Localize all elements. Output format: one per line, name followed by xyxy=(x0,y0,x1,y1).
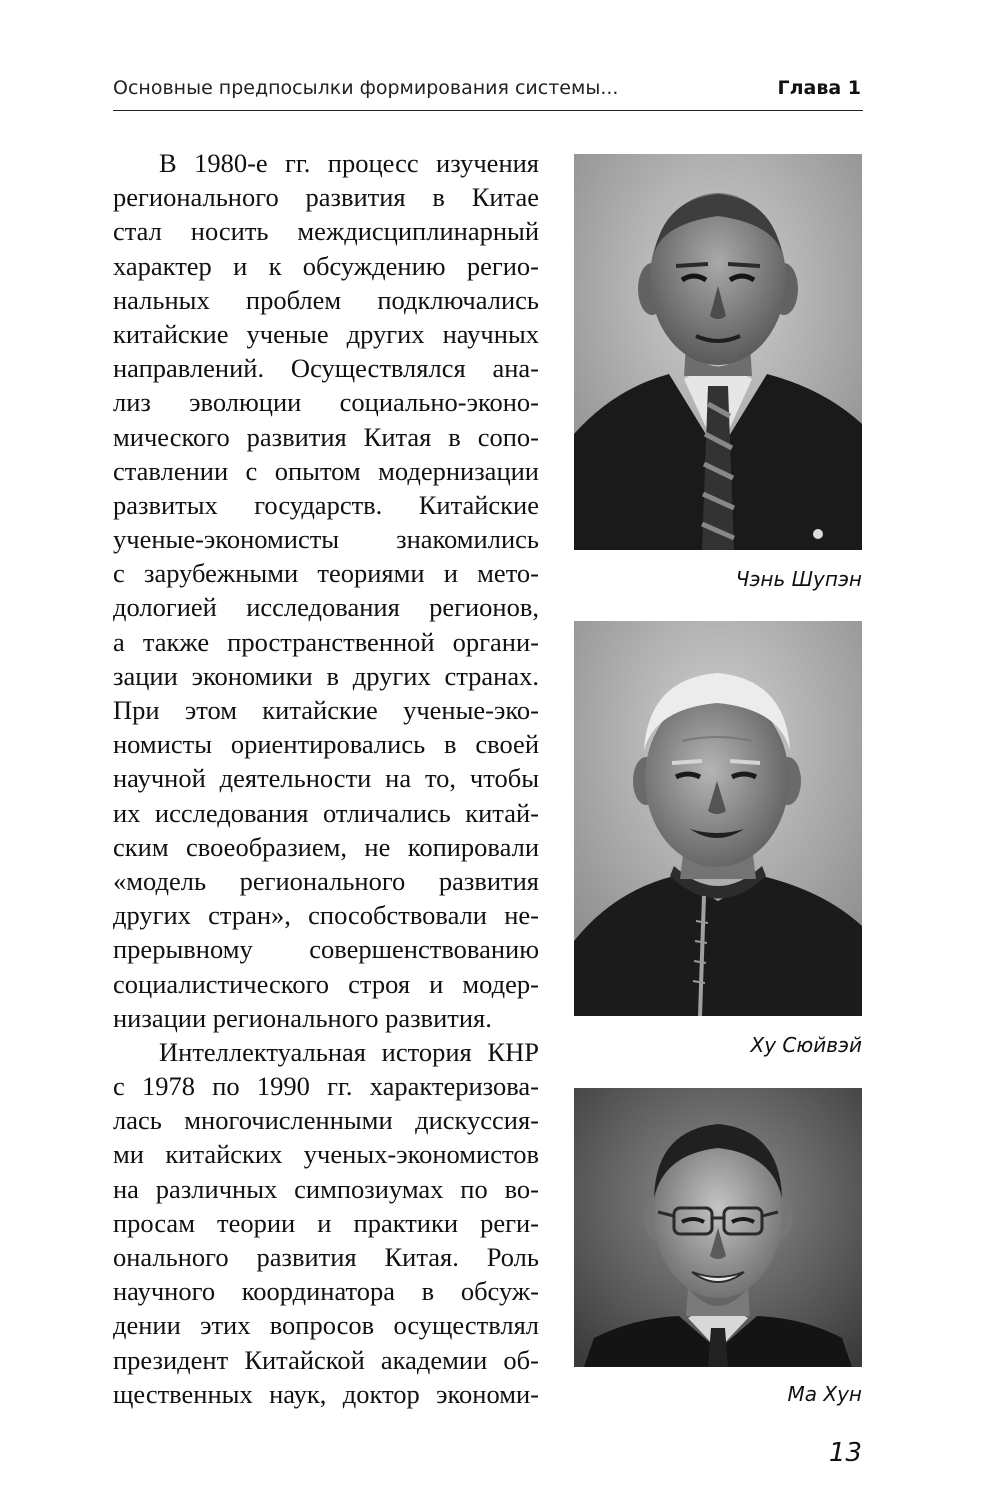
text-line: просам теории и практики реги- xyxy=(113,1207,539,1238)
text-line: лиз эволюции социально-эконо- xyxy=(113,387,539,418)
text-line: с 1978 по 1990 гг. характеризова- xyxy=(113,1071,539,1102)
text-line: стал носить междисциплинарный xyxy=(113,216,539,247)
text-line: научной деятельности на то, чтобы xyxy=(113,763,539,794)
text-line: президент Китайской академии об- xyxy=(113,1344,539,1375)
text-line: дологией исследования регионов, xyxy=(113,592,539,623)
text-line: онального развития Китая. Роль xyxy=(113,1242,539,1272)
portrait-photo-2 xyxy=(574,621,862,1016)
text-line: В 1980-е гг. процесс изучения xyxy=(159,148,539,178)
text-line: их исследования отличались китай- xyxy=(113,797,539,828)
photo-caption-1: Чэнь Шупэн xyxy=(735,567,862,591)
text-line: зации экономики в других странах. xyxy=(113,660,539,691)
text-line: номисты ориентировались в своей xyxy=(113,729,539,760)
text-line: ским своеобразием, не копировали xyxy=(113,831,539,862)
portrait-photo-3 xyxy=(574,1088,862,1367)
text-line: социалистического строя и модер- xyxy=(113,968,539,999)
text-line: с зарубежными теориями и мето- xyxy=(113,558,539,589)
text-line: ставлении с опытом модернизации xyxy=(113,455,539,486)
text-line: направлений. Осуществлялся ана- xyxy=(113,353,539,384)
photo-caption-3: Ма Хун xyxy=(787,1382,862,1406)
chapter-label: Глава 1 xyxy=(777,77,861,99)
running-header xyxy=(113,74,863,111)
text-line: китайские ученые других научных xyxy=(113,318,539,349)
text-line: щественных наук, доктор экономи- xyxy=(113,1378,539,1409)
text-line: характер и к обсуждению регио- xyxy=(113,250,539,281)
text-line: других стран», способствовали не- xyxy=(113,900,539,931)
text-line: на различных симпозиумах по во- xyxy=(113,1173,539,1204)
text-line: При этом китайские ученые-эко- xyxy=(113,695,539,725)
running-title: Основные предпосылки формирования системы... xyxy=(113,77,619,99)
text-line: нальных проблем подключались xyxy=(113,284,539,315)
portrait-photo-1 xyxy=(574,154,862,550)
page-number: 13 xyxy=(828,1438,862,1468)
text-line: лась многочисленными дискуссия- xyxy=(113,1105,539,1136)
text-line: научного координатора в обсуж- xyxy=(113,1276,539,1307)
text-line: ученые-экономисты знакомились xyxy=(113,524,539,555)
text-line: низации регионального развития. xyxy=(113,1002,492,1033)
photo-caption-2: Ху Сюйвэй xyxy=(750,1033,862,1057)
text-line: «модель регионального развития xyxy=(113,865,539,896)
text-line: ми китайских ученых-экономистов xyxy=(113,1139,539,1170)
text-line: а также пространственной органи- xyxy=(113,626,539,657)
text-line: прерывному совершенствованию xyxy=(113,934,539,965)
text-line: регионального развития в Китае xyxy=(113,182,539,213)
text-line: Интеллектуальная история КНР xyxy=(159,1036,539,1067)
text-line: мического развития Китая в сопо- xyxy=(113,421,539,452)
text-line: развитых государств. Китайские xyxy=(113,489,539,520)
body-text xyxy=(113,146,539,1411)
text-line: дении этих вопросов осуществлял xyxy=(113,1310,539,1341)
